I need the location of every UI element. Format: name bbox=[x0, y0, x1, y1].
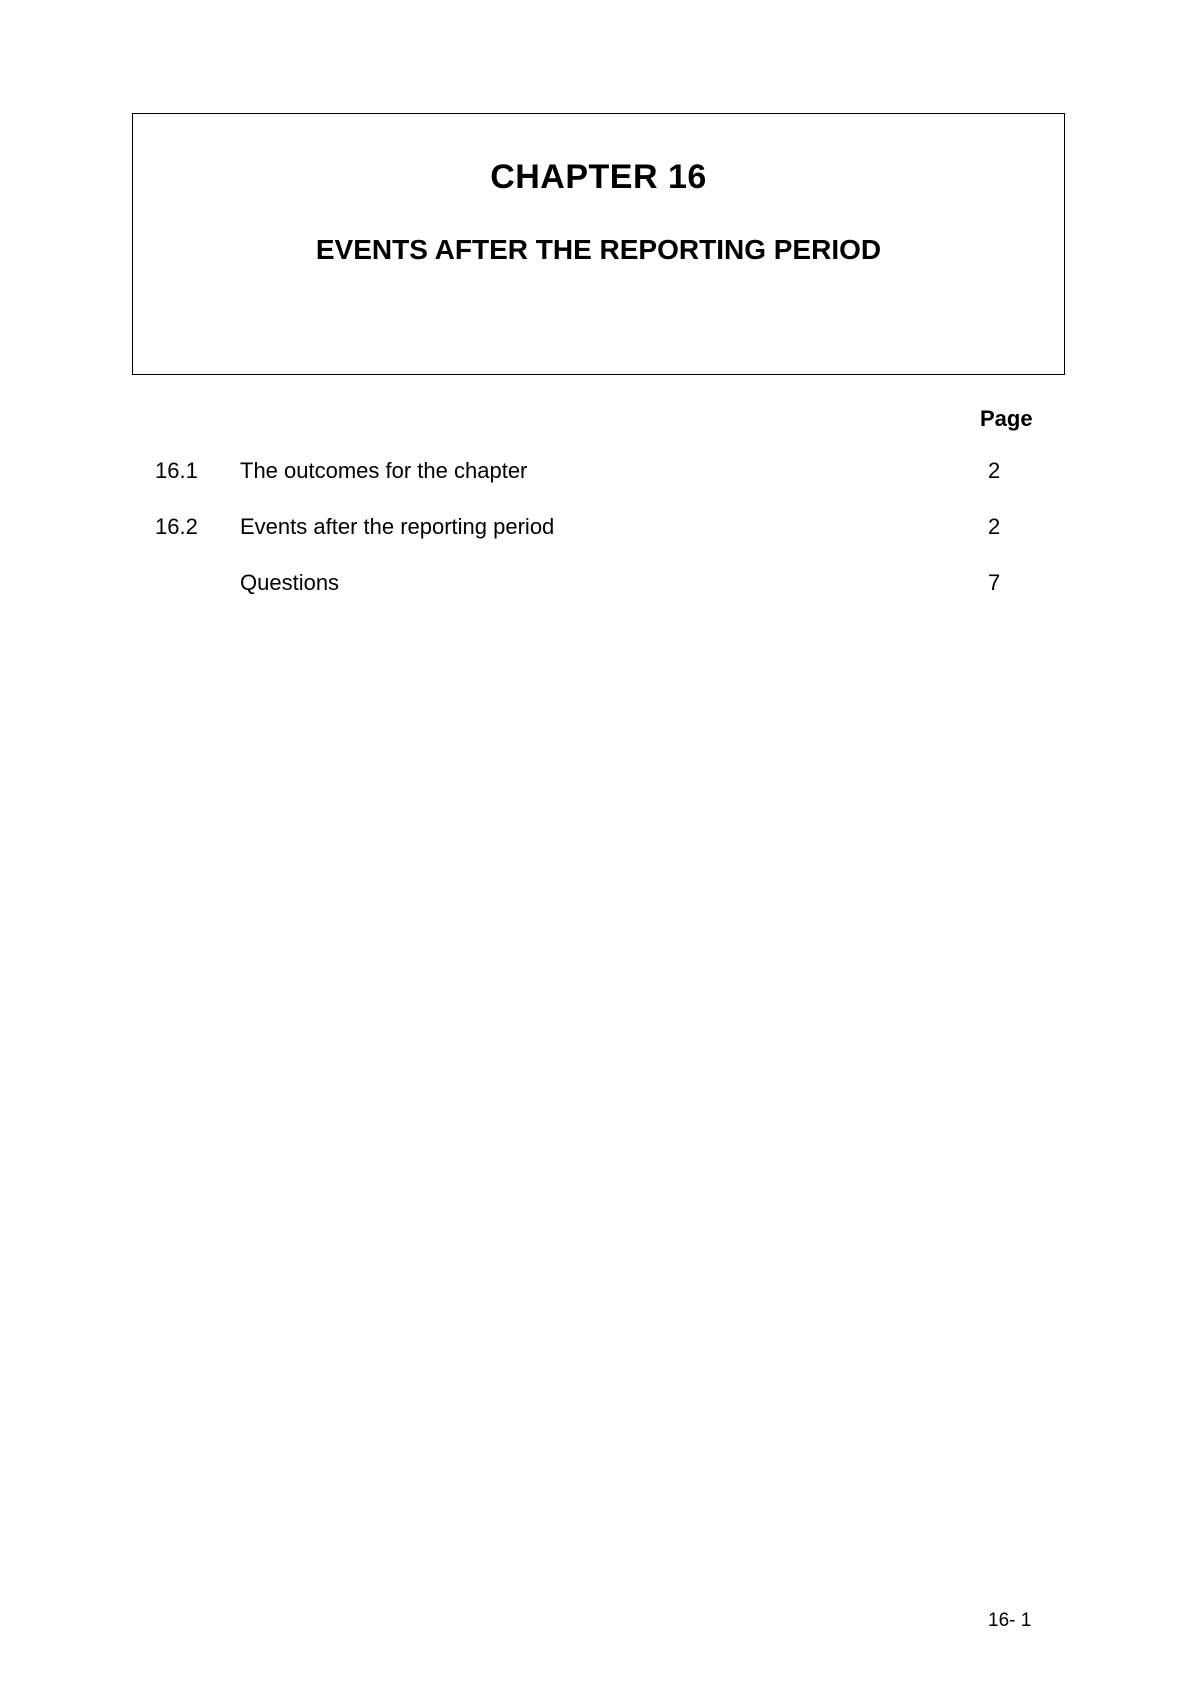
toc-entry-number: 16.1 bbox=[155, 458, 198, 483]
page-number-footer: 16- 1 bbox=[988, 1610, 1032, 1631]
toc-entry-number: 16.2 bbox=[155, 514, 198, 539]
toc-entry-text: Events after the reporting period bbox=[240, 514, 555, 539]
chapter-heading: CHAPTER 16 bbox=[490, 158, 707, 196]
toc-entry-text: The outcomes for the chapter bbox=[240, 458, 528, 483]
toc-page-column-label: Page bbox=[980, 406, 1033, 431]
toc-entry-page: 7 bbox=[988, 570, 1001, 595]
chapter-subtitle: EVENTS AFTER THE REPORTING PERIOD bbox=[315, 234, 882, 265]
toc-entry bbox=[0, 514, 1200, 546]
toc-entry bbox=[0, 458, 1200, 490]
toc-entry-page: 2 bbox=[988, 458, 1001, 483]
toc-entry bbox=[0, 570, 1200, 602]
toc-entry-text: Questions bbox=[240, 570, 340, 595]
toc-entry-page: 2 bbox=[988, 514, 1001, 539]
chapter-title-box bbox=[132, 113, 1065, 375]
